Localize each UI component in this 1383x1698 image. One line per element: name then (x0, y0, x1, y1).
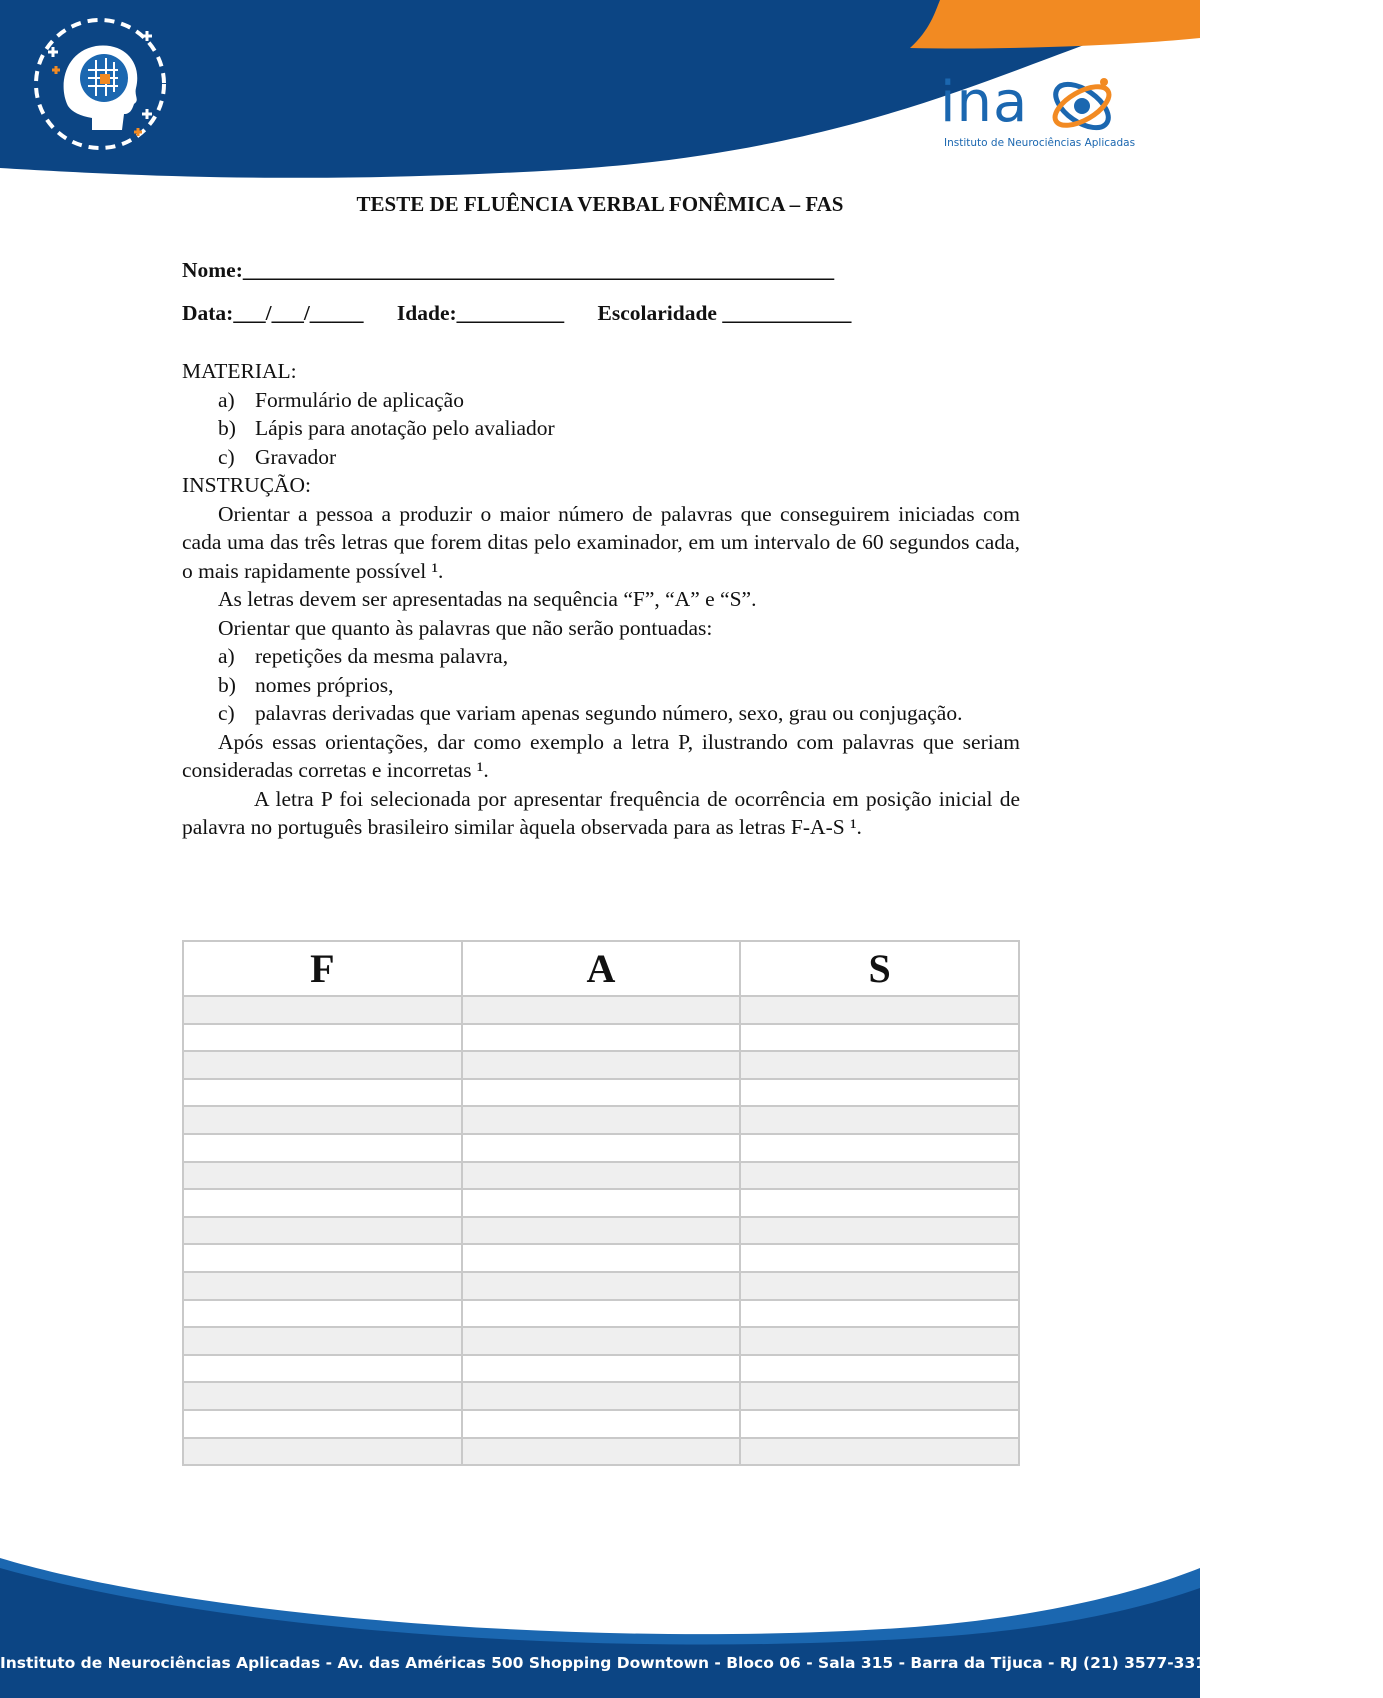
table-row (183, 1134, 1019, 1162)
answer-cell-s[interactable] (740, 1272, 1019, 1300)
head-brain-icon (30, 14, 170, 154)
answer-cell-f[interactable] (183, 1382, 462, 1410)
answer-cell-a[interactable] (462, 1024, 741, 1052)
table-row (183, 1327, 1019, 1355)
answer-cell-a[interactable] (462, 1134, 741, 1162)
table-row (183, 1272, 1019, 1300)
material-heading: MATERIAL: (182, 359, 297, 383)
column-header-a: A (462, 941, 741, 996)
table-row (183, 1355, 1019, 1383)
page-title: TESTE DE FLUÊNCIA VERBAL FONÊMICA – FAS (356, 192, 844, 216)
answer-cell-s[interactable] (740, 1410, 1019, 1438)
answer-cell-s[interactable] (740, 1079, 1019, 1107)
fas-table (182, 940, 1020, 1466)
answer-cell-a[interactable] (462, 996, 741, 1024)
table-row (183, 1438, 1019, 1466)
table-row (183, 1162, 1019, 1190)
answer-cell-a[interactable] (462, 1300, 741, 1328)
idade-field[interactable]: Idade:__________ (396, 300, 565, 325)
answer-cell-f[interactable] (183, 1272, 462, 1300)
list-item: b) nomes próprios, (218, 672, 394, 697)
answer-cell-a[interactable] (462, 1106, 741, 1134)
instrucao-heading: INSTRUÇÃO: (182, 473, 312, 497)
answer-cell-a[interactable] (462, 1189, 741, 1217)
answer-cell-s[interactable] (740, 1162, 1019, 1190)
paragraph: Orientar que quanto às palavras que não serão pontuadas: (218, 615, 713, 640)
data-field[interactable]: Data:___/___/_____ (182, 300, 364, 325)
answer-cell-s[interactable] (740, 1355, 1019, 1383)
answer-cell-s[interactable] (740, 1024, 1019, 1052)
answer-cell-f[interactable] (183, 996, 462, 1024)
column-header-s: S (740, 941, 1019, 996)
material-list (182, 386, 1020, 472)
answer-cell-a[interactable] (462, 1355, 741, 1383)
table-row (183, 1189, 1019, 1217)
answer-cell-s[interactable] (740, 1300, 1019, 1328)
answer-cell-a[interactable] (462, 1410, 741, 1438)
table-row (183, 1244, 1019, 1272)
answer-cell-a[interactable] (462, 1079, 741, 1107)
answer-cell-s[interactable] (740, 1134, 1019, 1162)
answer-cell-s[interactable] (740, 1106, 1019, 1134)
list-item: a) repetições da mesma palavra, (218, 644, 509, 668)
fas-table-container (182, 940, 1020, 1466)
ina-logo-subtitle: Instituto de Neurociências Aplicadas (944, 137, 1136, 149)
answer-cell-f[interactable] (183, 1244, 462, 1272)
answer-cell-f[interactable] (183, 1327, 462, 1355)
paragraph: A letra P foi selecionada por apresentar frequência de ocorrência em posição inicial de palavra no português brasileiro similar àquela observada para as letras F-A-S ¹. (182, 786, 1020, 839)
fas-table-body (183, 996, 1019, 1465)
list-item: b) Lápis para anotação pelo avaliador (218, 416, 555, 440)
paragraph: Após essas orientações, dar como exemplo a letra P, ilustrando com palavras que seriam consideradas corretas e incorretas ¹. (182, 729, 1020, 782)
answer-cell-f[interactable] (183, 1438, 462, 1466)
answer-cell-a[interactable] (462, 1162, 741, 1190)
answer-cell-s[interactable] (740, 1217, 1019, 1245)
instrucao-list (182, 642, 1020, 728)
answer-cell-a[interactable] (462, 1382, 741, 1410)
table-row (183, 1410, 1019, 1438)
answer-cell-f[interactable] (183, 1106, 462, 1134)
document-body (182, 256, 1020, 842)
table-row (183, 1079, 1019, 1107)
table-row (183, 1106, 1019, 1134)
column-header-f: F (183, 941, 462, 996)
paragraph: As letras devem ser apresentadas na sequência “F”, “A” e “S”. (218, 587, 757, 611)
answer-cell-f[interactable] (183, 1024, 462, 1052)
ina-logo-text: ina (940, 70, 1029, 135)
answer-cell-a[interactable] (462, 1244, 741, 1272)
answer-cell-f[interactable] (183, 1189, 462, 1217)
answer-cell-s[interactable] (740, 1244, 1019, 1272)
answer-cell-a[interactable] (462, 1327, 741, 1355)
answer-cell-f[interactable] (183, 1217, 462, 1245)
answer-cell-a[interactable] (462, 1217, 741, 1245)
form-row (182, 299, 1020, 328)
answer-cell-s[interactable] (740, 1438, 1019, 1466)
answer-cell-f[interactable] (183, 1079, 462, 1107)
answer-cell-f[interactable] (183, 1410, 462, 1438)
answer-cell-s[interactable] (740, 1327, 1019, 1355)
answer-cell-f[interactable] (183, 1051, 462, 1079)
table-row (183, 1051, 1019, 1079)
answer-cell-f[interactable] (183, 1162, 462, 1190)
paragraph: Orientar a pessoa a produzir o maior número de palavras que conseguirem iniciadas com cada uma das três letras que forem ditas pelo examinador, em um intervalo de 60 segundos cada, o mais rapidamente possível ¹. (182, 501, 1020, 583)
list-item: c) palavras derivadas que variam apenas segundo número, sexo, grau ou conjugação. (218, 701, 963, 725)
footer-address: Instituto de Neurociências Aplicadas - Av. das Américas 500 Shopping Downtown - Bloco 06 - Sala 315 - Barra da Tijuca - RJ (21) 3577-3311 e (21) 99186-5884 (0, 1654, 1383, 1672)
answer-cell-a[interactable] (462, 1438, 741, 1466)
nome-field[interactable]: Nome:_______________________________________________________ (182, 258, 835, 282)
answer-cell-s[interactable] (740, 996, 1019, 1024)
answer-cell-f[interactable] (183, 1355, 462, 1383)
answer-cell-f[interactable] (183, 1134, 462, 1162)
table-row (183, 1217, 1019, 1245)
answer-cell-s[interactable] (740, 1382, 1019, 1410)
answer-cell-f[interactable] (183, 1300, 462, 1328)
list-item: c) Gravador (218, 444, 337, 469)
table-row (183, 1300, 1019, 1328)
table-row (183, 1382, 1019, 1410)
table-row (183, 1024, 1019, 1052)
list-item: a) Formulário de aplicação (218, 387, 464, 412)
escolaridade-field[interactable]: Escolaridade ____________ (597, 300, 852, 325)
table-row (183, 996, 1019, 1024)
answer-cell-s[interactable] (740, 1051, 1019, 1079)
answer-cell-a[interactable] (462, 1051, 741, 1079)
answer-cell-s[interactable] (740, 1189, 1019, 1217)
answer-cell-a[interactable] (462, 1272, 741, 1300)
